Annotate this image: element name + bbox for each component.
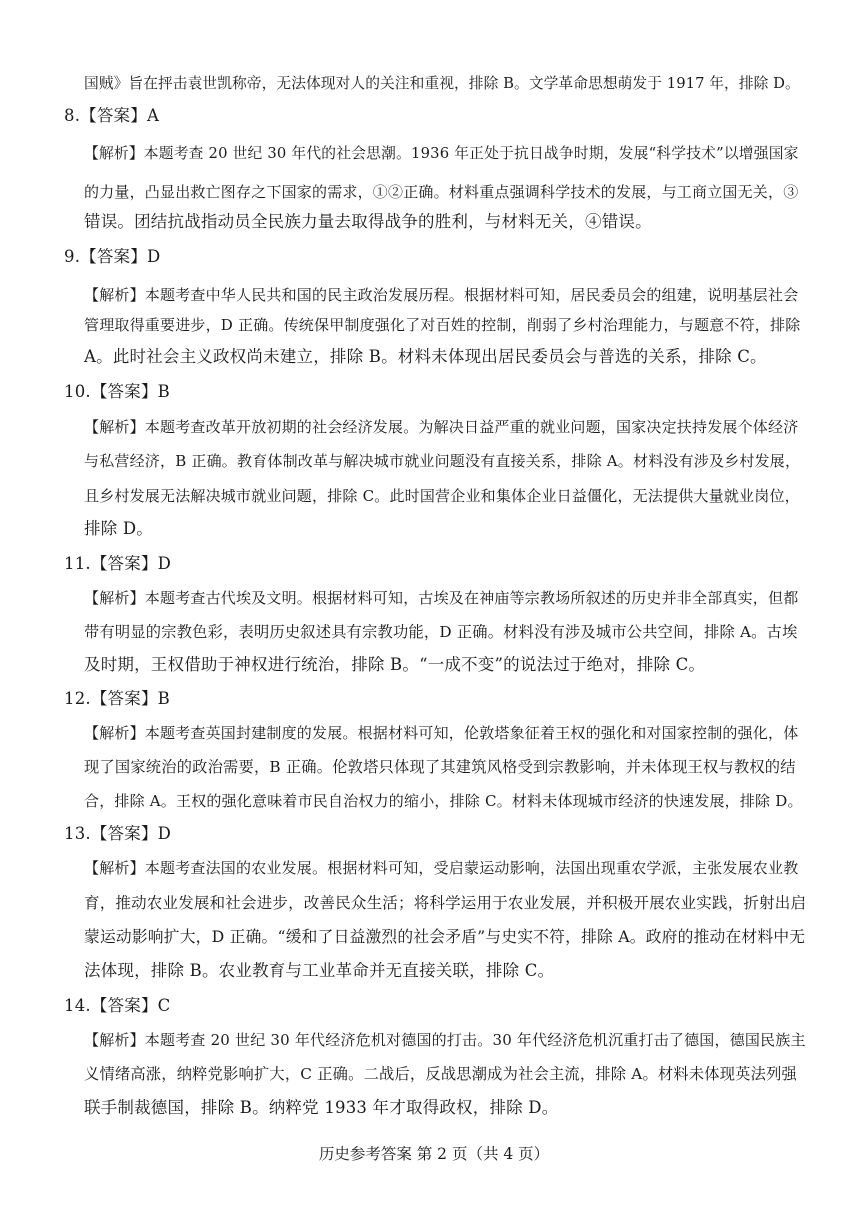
explanation-line: 且乡村发展无法解决城市就业问题，排除 C。此时国营企业和集体企业日益僵化，无法提供大量就业岗位， [84, 487, 800, 505]
explanation-line: 联手制裁德国，排除 B。纳粹党 1933 年才取得政权，排除 D。 [84, 1098, 559, 1117]
explanation-line: 【解析】本题考查中华人民共和国的民主政治发展历程。根据材料可知，居民委员会的组建，说明基层社会 [84, 286, 799, 304]
explanation-line: 管理取得重要进步，D 正确。传统保甲制度强化了对百姓的控制，削弱了乡村治理能力，与题意不符，排除 [84, 316, 801, 334]
explanation-line: 【解析】本题考查英国封建制度的发展。根据材料可知，伦敦塔象征着王权的强化和对国家控制的强化，体 [84, 724, 799, 742]
answer-label: 9.【答案】D [64, 247, 161, 266]
explanation-line: 与私营经济，B 正确。教育体制改革与解决城市就业问题没有直接关系，排除 A。材料没有涉及乡村发展， [84, 452, 801, 470]
explanation-line: 【解析】本题考查古代埃及文明。根据材料可知，古埃及在神庙等宗教场所叙述的历史并非全部真实，但都 [84, 589, 799, 607]
explanation-line: 【解析】本题考查 20 世纪 30 年代经济危机对德国的打击。30 年代经济危机沉重打击了德国，德国民族主 [84, 1031, 806, 1049]
explanation-line: 及时期，王权借助于神权进行统治，排除 B。“一成不变”的说法过于绝对，排除 C。 [84, 655, 706, 674]
page-footer: 历史参考答案 第 2 页（共 4 页） [318, 1145, 550, 1163]
explanation-line: 合，排除 A。王权的强化意味着市民自治权力的缩小，排除 C。材料未体现城市经济的快速发展，排除 D。 [84, 792, 803, 810]
explanation-line: 带有明显的宗教色彩，表明历史叙述具有宗教功能，D 正确。材料没有涉及城市公共空间，排除 A。古埃 [84, 623, 798, 641]
answer-label: 11.【答案】D [64, 554, 172, 573]
explanation-line: 错误。团结抗战指动员全民族力量去取得战争的胜利，与材料无关，④错误。 [84, 212, 652, 231]
explanation-line: 的力量，凸显出救亡图存之下国家的需求，①②正确。材料重点强调科学技术的发展，与工商立国无关，③ [84, 183, 799, 201]
explanation-line: 【解析】本题考查法国的农业发展。根据材料可知，受启蒙运动影响，法国出现重农学派，主张发展农业教 [84, 859, 799, 877]
continuation-text: 国贼》旨在抨击袁世凯称帝，无法体现对人的关注和重视，排除 B。文学革命思想萌发于 1917 年，排除 D。 [84, 75, 800, 92]
answer-label: 13.【答案】D [64, 824, 172, 843]
explanation-line: 排除 D。 [84, 519, 153, 538]
answer-label: 8.【答案】A [64, 106, 160, 125]
explanation-line: 【解析】本题考查 20 世纪 30 年代的社会思潮。1936 年正处于抗日战争时期，发展“科学技术”以增强国家 [84, 145, 799, 162]
explanation-line: 现了国家统治的政治需要，B 正确。伦敦塔只体现了其建筑风格受到宗教影响，并未体现王权与教权的结 [84, 758, 796, 776]
explanation-line: A。此时社会主义政权尚未建立，排除 B。材料未体现出居民委员会与普选的关系，排除 C。 [84, 347, 767, 366]
answer-label: 14.【答案】C [64, 996, 171, 1015]
explanation-line: 育，推动农业发展和社会进步，改善民众生活；将科学运用于农业发展，并积极开展农业实践，折射出启 [84, 894, 807, 912]
explanation-line: 蒙运动影响扩大，D 正确。“缓和了日益激烈的社会矛盾”与史实不符，排除 A。政府的推动在材料中无 [84, 927, 806, 946]
explanation-line: 【解析】本题考查改革开放初期的社会经济发展。为解决日益严重的就业问题，国家决定扶持发展个体经济 [84, 418, 799, 436]
answer-label: 12.【答案】B [64, 689, 170, 708]
answer-label: 10.【答案】B [64, 382, 170, 401]
explanation-line: 法体现，排除 B。农业教育与工业革命并无直接关联，排除 C。 [84, 961, 555, 980]
explanation-line: 义情绪高涨，纳粹党影响扩大，C 正确。二战后，反战思潮成为社会主流，排除 A。材料未体现英法列强 [84, 1065, 797, 1083]
